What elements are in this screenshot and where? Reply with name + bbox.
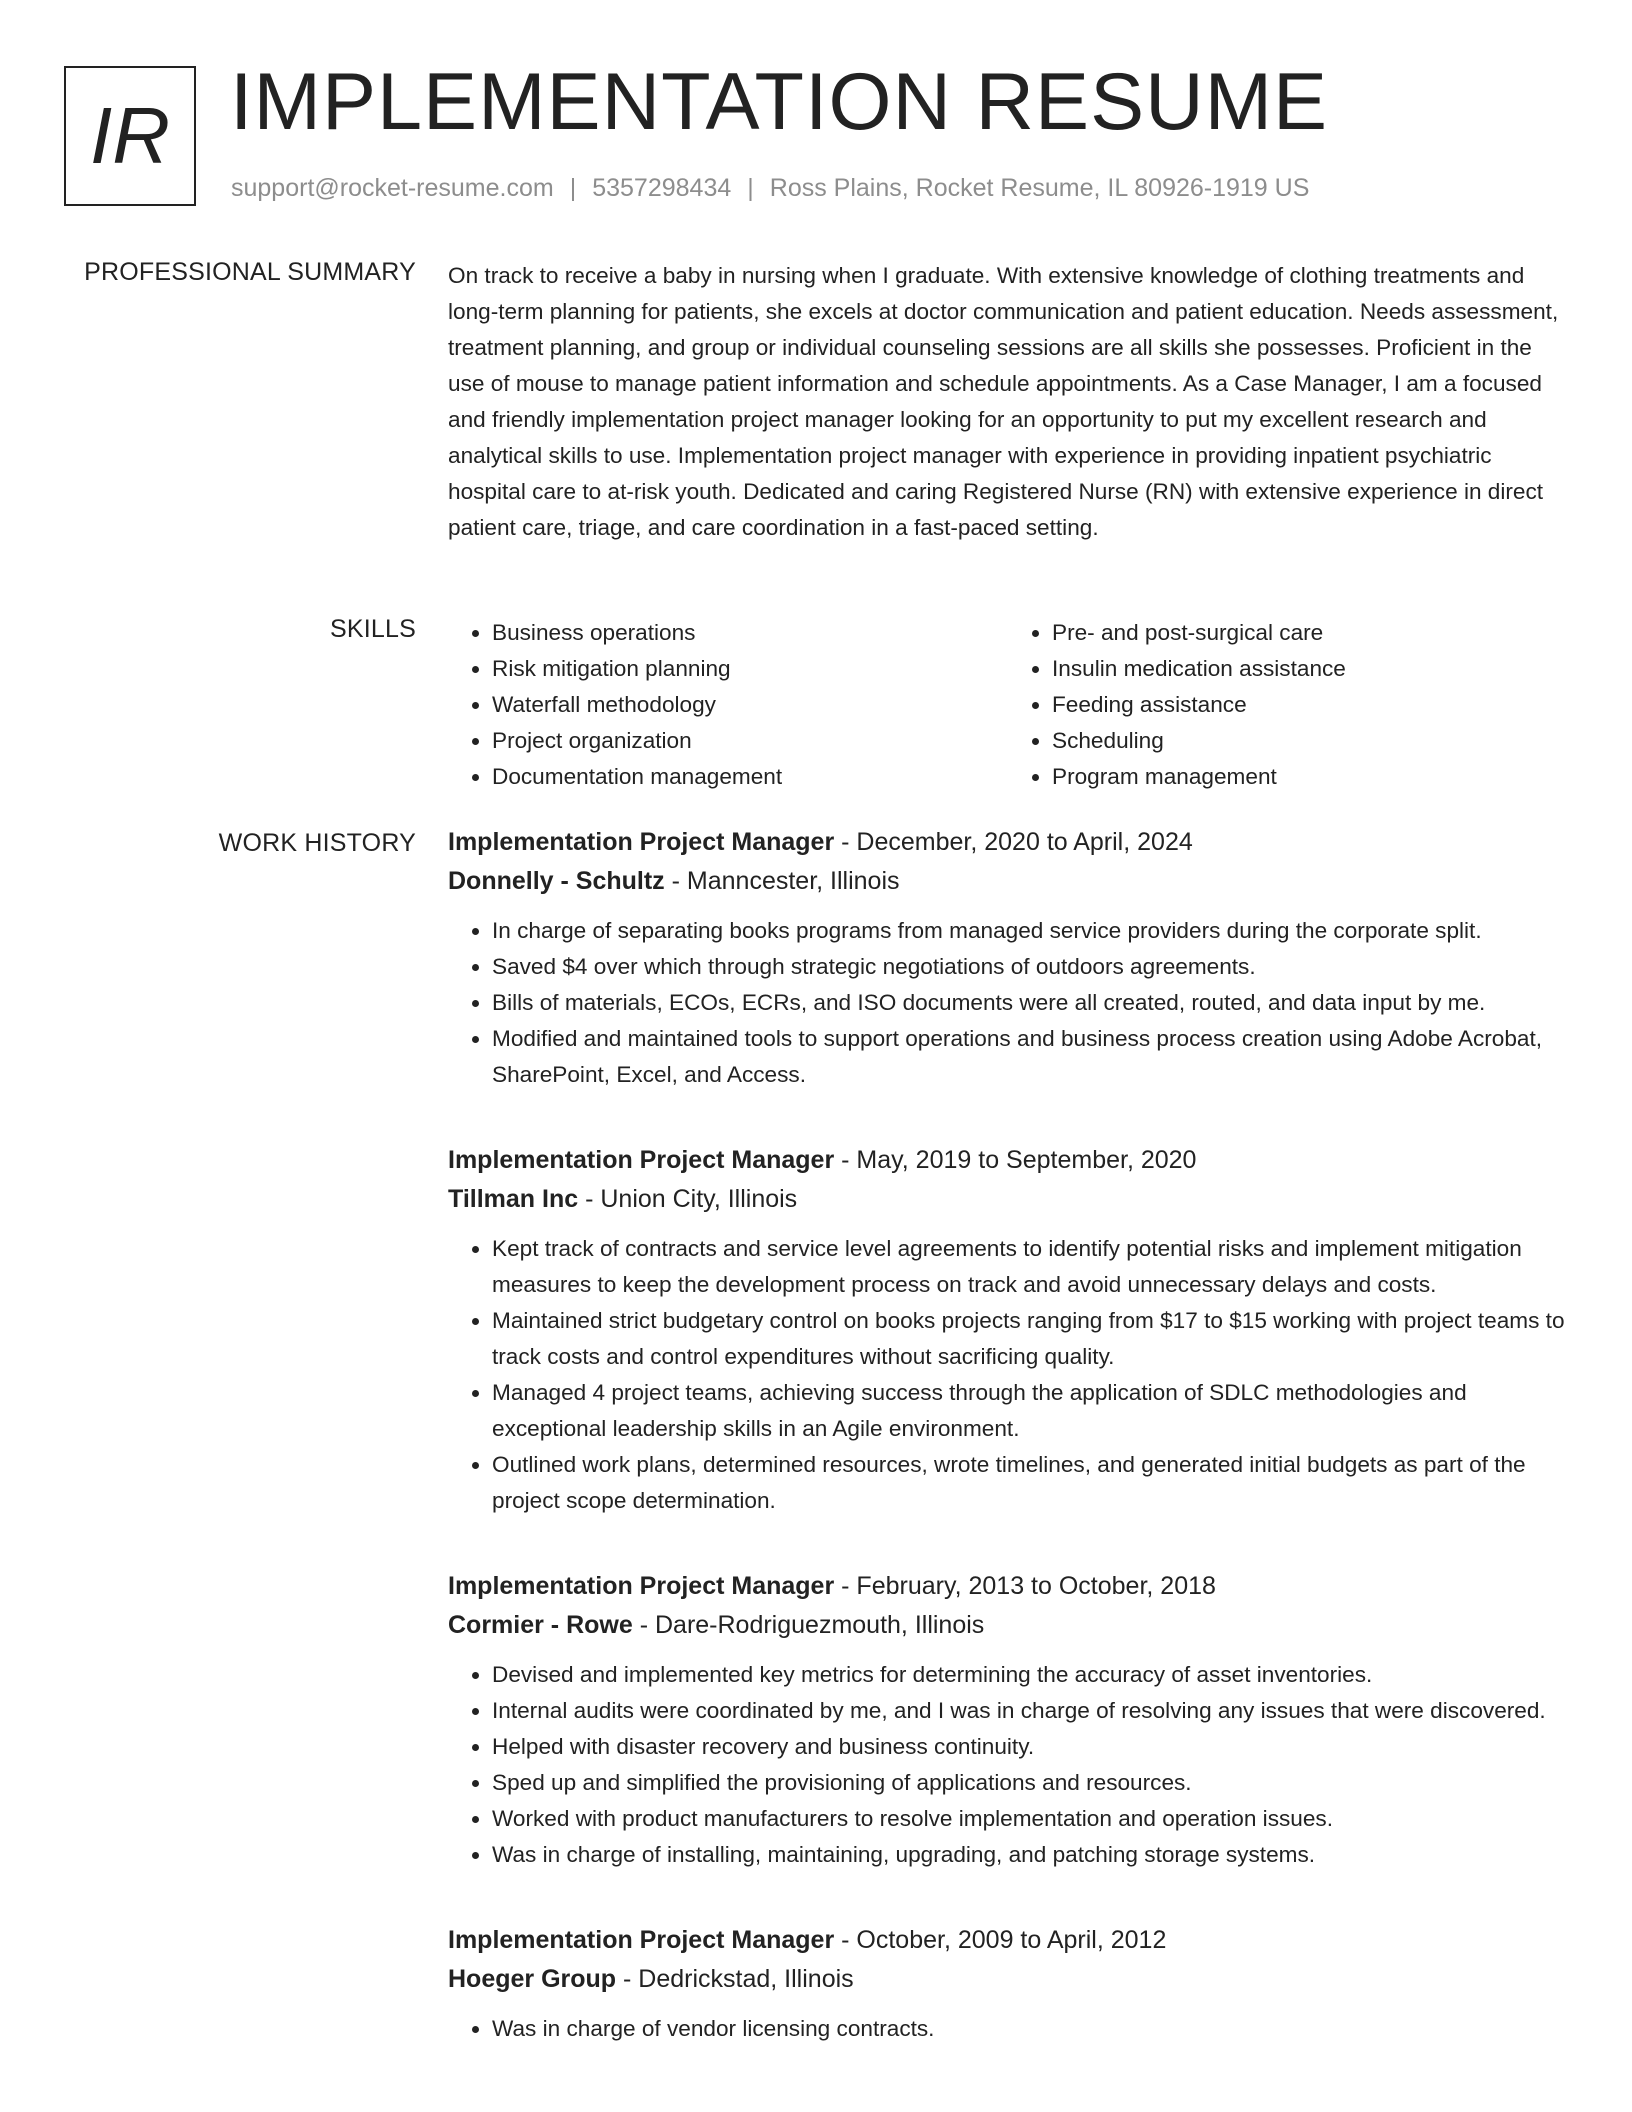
monogram-logo: IR: [64, 66, 196, 206]
skill-item: • Scheduling: [1052, 723, 1568, 759]
skills-heading: SKILLS: [330, 615, 416, 643]
job-bullet: • Maintained strict budgetary control on books projects ranging from $17 to $15 working with project teams to track costs and control expenditures without sacrificing quality.: [492, 1303, 1568, 1375]
skill-item: • Waterfall methodology: [492, 687, 1008, 723]
job-company: Donnelly - Schultz: [448, 867, 665, 895]
job-title-line: [448, 823, 1568, 861]
job-entry: [448, 1141, 1568, 1519]
job-bullets: [448, 1231, 1568, 1519]
job-title-line: [448, 1141, 1568, 1179]
job-title: Implementation Project Manager: [448, 1926, 835, 1954]
job-bullet: • Kept track of contracts and service level agreements to identify potential risks and implement mitigation measures to keep the development process on track and avoid unnecessary delays and costs.: [492, 1231, 1568, 1303]
skill-item: • Feeding assistance: [1052, 687, 1568, 723]
job-bullet: • Bills of materials, ECOs, ECRs, and ISO documents were all created, routed, and data input by me.: [492, 985, 1568, 1021]
job-company-line: [448, 1959, 1568, 1999]
resume-name: IMPLEMENTATION RESUME: [230, 57, 1329, 147]
summary-text: On track to receive a baby in nursing when I graduate. With extensive knowledge of clothing treatments and long-term planning for patients, she excels at doctor communication and patient education. Needs assessment, treatment planning, and group or individual counseling sessions are all skills she possesses. Proficient in the use of mouse to manage patient information and schedule appointments. As a Case Manager, I am a focused and friendly implementation project manager looking for an opportunity to put my excellent research and analytical skills to use. Implementation project manager with experience in providing inpatient psychiatric hospital care to at-risk youth. Dedicated and caring Registered Nurse (RN) with extensive experience in direct patient care, triage, and care coordination in a fast-paced setting.: [448, 263, 1559, 540]
summary-heading: PROFESSIONAL SUMMARY: [84, 258, 416, 286]
job-dates: - February, 2013 to October, 2018: [834, 1572, 1216, 1600]
job-entry: [448, 1921, 1568, 2047]
job-title-line: [448, 1921, 1568, 1959]
job-entry: [448, 823, 1568, 1093]
job-bullet: • Helped with disaster recovery and business continuity.: [492, 1729, 1568, 1765]
job-company-line: [448, 1605, 1568, 1645]
skill-item: • Risk mitigation planning: [492, 651, 1008, 687]
job-dates: - May, 2019 to September, 2020: [834, 1146, 1197, 1174]
job-dates: - October, 2009 to April, 2012: [834, 1926, 1167, 1954]
work-history-heading: WORK HISTORY: [218, 829, 416, 857]
job-bullet: • Worked with product manufacturers to resolve implementation and operation issues.: [492, 1801, 1568, 1837]
job-bullet: • Devised and implemented key metrics for determining the accuracy of asset inventories.: [492, 1657, 1568, 1693]
job-location: - Dare-Rodriguezmouth, Illinois: [632, 1611, 985, 1639]
job-location: - Manncester, Illinois: [664, 867, 900, 895]
job-location: - Dedrickstad, Illinois: [616, 1965, 854, 1993]
job-bullet: • In charge of separating books programs from managed service providers during the corporate split.: [492, 913, 1568, 949]
skill-item: • Project organization: [492, 723, 1008, 759]
skills-body: [448, 615, 1568, 795]
skill-item: • Pre- and post-surgical care: [1052, 615, 1568, 651]
job-title-line: [448, 1567, 1568, 1605]
job-company-line: [448, 1179, 1568, 1219]
job-bullet: • Outlined work plans, determined resources, wrote timelines, and generated initial budgets as part of the project scope determination.: [492, 1447, 1568, 1519]
contact-separator: |: [747, 174, 754, 202]
skill-item: • Business operations: [492, 615, 1008, 651]
skill-item: • Documentation management: [492, 759, 1008, 795]
job-company: Cormier - Rowe: [448, 1611, 633, 1639]
job-bullets: [448, 1657, 1568, 1873]
job-entry: [448, 1567, 1568, 1873]
job-title: Implementation Project Manager: [448, 1572, 835, 1600]
contact-address: Ross Plains, Rocket Resume, IL 80926-1919 US: [769, 174, 1310, 202]
job-bullet: • Managed 4 project teams, achieving success through the application of SDLC methodologies and exceptional leadership skills in an Agile environment.: [492, 1375, 1568, 1447]
job-company: Tillman Inc: [448, 1185, 579, 1213]
job-location: - Union City, Illinois: [578, 1185, 798, 1213]
job-bullet: • Internal audits were coordinated by me, and I was in charge of resolving any issues that were discovered.: [492, 1693, 1568, 1729]
job-title: Implementation Project Manager: [448, 828, 835, 856]
job-bullet: • Modified and maintained tools to support operations and business process creation using Adobe Acrobat, SharePoint, Excel, and Access.: [492, 1021, 1568, 1093]
job-bullet: • Saved $4 over which through strategic negotiations of outdoors agreements.: [492, 949, 1568, 985]
work-history-body: [448, 823, 1568, 2095]
contact-phone[interactable]: 5357298434: [592, 174, 732, 202]
job-dates: - December, 2020 to April, 2024: [834, 828, 1193, 856]
job-company: Hoeger Group: [448, 1965, 617, 1993]
job-bullets: [448, 2011, 1568, 2047]
job-bullets: [448, 913, 1568, 1093]
contact-email[interactable]: support@rocket-resume.com: [231, 174, 554, 202]
job-bullet: • Was in charge of installing, maintaining, upgrading, and patching storage systems.: [492, 1837, 1568, 1873]
job-bullet: • Sped up and simplified the provisioning of applications and resources.: [492, 1765, 1568, 1801]
contact-line: [231, 174, 1309, 203]
job-company-line: [448, 861, 1568, 901]
contact-separator: |: [569, 174, 577, 202]
job-title: Implementation Project Manager: [448, 1146, 835, 1174]
skills-list-right: [1008, 615, 1568, 795]
skill-item: • Program management: [1052, 759, 1568, 795]
job-bullet: • Was in charge of vendor licensing contracts.: [492, 2011, 1568, 2047]
summary-body: [448, 258, 1568, 546]
skill-item: • Insulin medication assistance: [1052, 651, 1568, 687]
skills-list-left: [448, 615, 1008, 795]
